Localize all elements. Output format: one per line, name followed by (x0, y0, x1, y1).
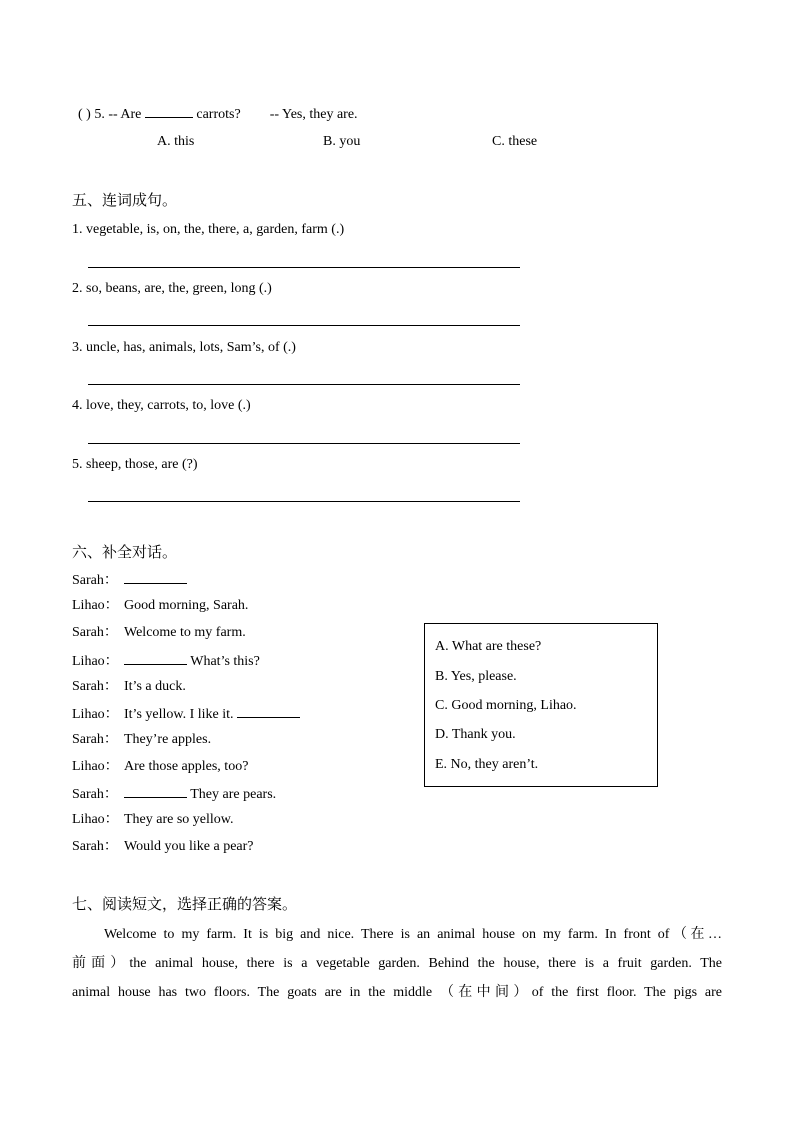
passage-line-3: animal house has two floors. The goats are in the middle （在中间）of the first floor. The pigs are (72, 985, 722, 1000)
dialogue-text: Welcome to my farm. (124, 625, 246, 640)
dialogue-line (72, 597, 248, 615)
section-7-title: 七、阅读短文，选择正确的答案。 (72, 895, 298, 913)
speaker-name: Sarah： (72, 787, 118, 802)
option-b[interactable]: B. you (323, 134, 361, 149)
passage-line-2: 前面）the animal house, there is a vegetable garden. Behind the house, there is a fruit garden. The (72, 956, 722, 971)
answer-blank[interactable] (145, 104, 193, 118)
answer-line-5[interactable] (88, 501, 520, 502)
question-reply: -- Yes, they are. (269, 107, 358, 122)
choice-b[interactable]: B. Yes, please. (435, 669, 517, 684)
dialogue-text: What’s this? (190, 654, 260, 669)
speaker-name: Lihao： (72, 707, 119, 722)
dialogue-line (72, 784, 276, 804)
dialogue-line (72, 811, 234, 829)
dialogue-text: It’s yellow. I like it. (124, 707, 234, 722)
speaker-name: Sarah： (72, 625, 118, 640)
answer-line-2[interactable] (88, 325, 520, 326)
reading-passage (72, 920, 722, 1007)
dialogue-line (72, 570, 187, 590)
speaker-name: Sarah： (72, 732, 118, 747)
option-c[interactable]: C. these (492, 134, 538, 149)
dialogue-line (72, 624, 246, 642)
dialogue-line (72, 731, 211, 749)
dialogue-text: It’s a duck. (124, 679, 186, 694)
dialogue-line (72, 704, 300, 724)
dialogue-text: They are pears. (190, 787, 277, 802)
sentence-item-4: 4. love, they, carrots, to, love (.) (72, 398, 251, 413)
passage-line-1: Welcome to my farm. It is big and nice. There is an animal house on my farm. In front of（在… (104, 927, 722, 942)
sentence-item-3: 3. uncle, has, animals, lots, Sam’s, of (.) (72, 340, 296, 355)
speaker-name: Sarah： (72, 679, 118, 694)
dialogue-text: They’re apples. (124, 732, 212, 747)
speaker-name: Lihao： (72, 759, 119, 774)
dialogue-text: Good morning, Sarah. (124, 598, 249, 613)
choice-a[interactable]: A. What are these? (435, 639, 542, 654)
option-a[interactable]: A. this (157, 134, 195, 149)
answer-line-1[interactable] (88, 267, 520, 268)
dialogue-blank[interactable] (124, 651, 187, 665)
dialogue-line (72, 651, 260, 671)
sentence-item-2: 2. so, beans, are, the, green, long (.) (72, 281, 272, 296)
dialogue-line (72, 758, 248, 776)
question-stem-after: carrots? (196, 107, 241, 122)
speaker-name: Lihao： (72, 598, 119, 613)
speaker-name: Lihao： (72, 654, 119, 669)
dialogue-text: Would you like a pear? (124, 839, 254, 854)
dialogue-line (72, 678, 186, 696)
answer-line-3[interactable] (88, 384, 520, 385)
speaker-name: Sarah： (72, 839, 118, 854)
speaker-name: Lihao： (72, 812, 119, 827)
sentence-item-1: 1. vegetable, is, on, the, there, a, garden, farm (.) (72, 222, 345, 237)
choice-c[interactable]: C. Good morning, Lihao. (435, 698, 577, 713)
dialogue-text: Are those apples, too? (124, 759, 249, 774)
choice-e[interactable]: E. No, they aren’t. (435, 757, 539, 772)
question-stem-before: 5. -- Are (94, 107, 142, 122)
dialogue-line (72, 838, 254, 856)
dialogue-blank[interactable] (124, 784, 187, 798)
question-5 (78, 104, 358, 124)
dialogue-blank[interactable] (237, 704, 300, 718)
choices-box (424, 623, 658, 787)
sentence-item-5: 5. sheep, those, are (?) (72, 457, 198, 472)
dialogue-blank[interactable] (124, 570, 187, 584)
answer-paren: ( ) (78, 107, 91, 122)
dialogue-text: They are so yellow. (124, 812, 234, 827)
choice-d[interactable]: D. Thank you. (435, 727, 516, 742)
speaker-name: Sarah： (72, 573, 118, 588)
section-5-title: 五、连词成句。 (72, 191, 178, 209)
section-6-title: 六、补全对话。 (72, 543, 178, 561)
answer-line-4[interactable] (88, 443, 520, 444)
